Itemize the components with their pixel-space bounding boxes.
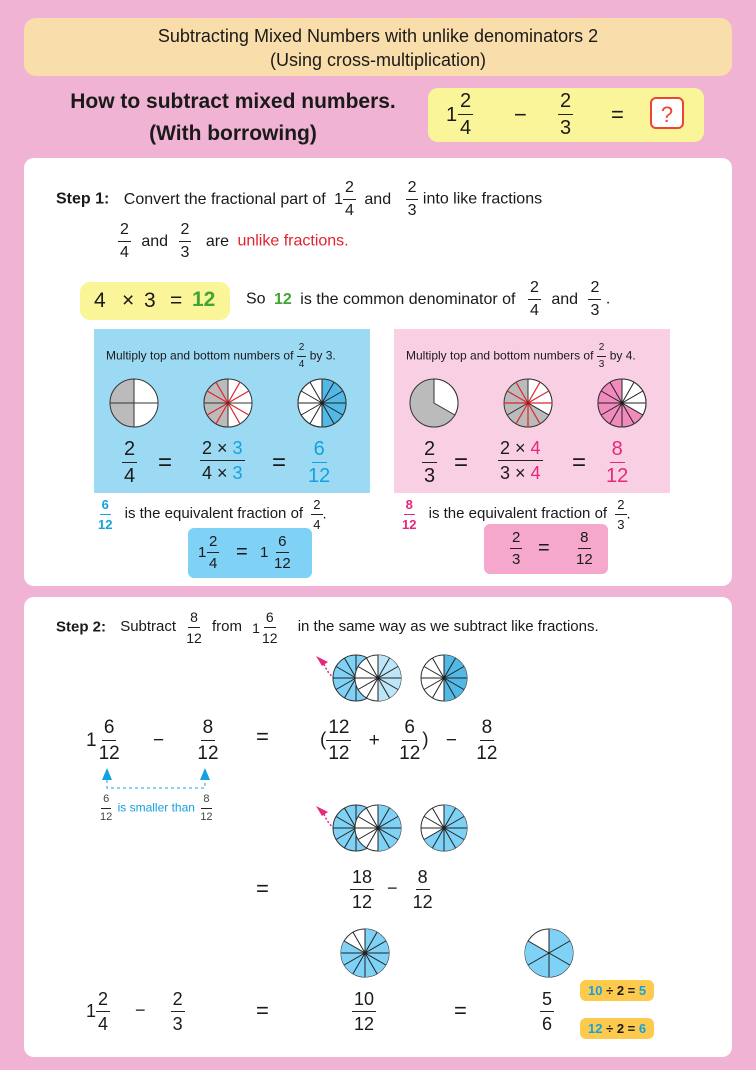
line2-a-num: 2 — [118, 222, 131, 242]
equiv-pink-den: 12 — [402, 517, 417, 532]
blue-fraction-circles — [108, 377, 358, 431]
result-blue-w2: 1 — [260, 544, 269, 561]
step2-frac — [184, 610, 204, 645]
result-pink-d2: 12 — [576, 551, 593, 568]
row3-minus: − — [135, 1000, 146, 1021]
smaller-n1: 6 — [101, 794, 111, 809]
step1-frac-num: 2 — [406, 180, 419, 200]
pink-eq-den: 3 — [424, 465, 436, 487]
title-line2: (Using cross-multiplication) — [269, 50, 487, 70]
problem-minus: − — [514, 102, 527, 127]
blue-note-frac — [297, 343, 307, 370]
howto-heading — [48, 86, 418, 150]
row1-a — [326, 718, 351, 763]
so-frac-b — [588, 280, 601, 319]
problem-den1: 4 — [460, 117, 472, 139]
equiv-pink-of-den: 3 — [617, 517, 625, 532]
so-a-den: 4 — [529, 302, 539, 319]
line2-frac-a — [118, 222, 131, 261]
blue-eq-num: 2 — [122, 439, 137, 463]
result-pink-frac2 — [574, 530, 595, 567]
circle-twelfths-eight-icon — [421, 805, 467, 851]
problem-den2: 3 — [560, 117, 572, 139]
eq-row2 — [350, 868, 435, 911]
row1-d2: 12 — [197, 743, 219, 764]
circle-thirds-icon — [410, 379, 458, 427]
row1-lparen: ( — [320, 729, 327, 751]
row3-d1: 4 — [98, 1014, 109, 1034]
equiv-pink-frac — [400, 498, 418, 531]
result-pink-n2: 8 — [578, 530, 590, 549]
line2-are: are — [205, 232, 229, 250]
tag-bot-op: ÷ 2 = — [606, 1021, 636, 1036]
arrow-icon — [316, 656, 328, 666]
step1-mixed-den: 4 — [345, 202, 354, 219]
equiv-blue-num: 6 — [100, 498, 111, 515]
blue-mul-frac — [200, 439, 245, 482]
row3-r-d: 12 — [354, 1014, 375, 1034]
result-pink-eq: = — [538, 537, 550, 559]
result-blue-eq: = — [236, 541, 248, 563]
comparison-arrows — [96, 764, 216, 794]
circle-twelfths-six-icon — [421, 655, 467, 701]
common-denominator-line — [246, 280, 610, 319]
equiv-blue-dot: . — [322, 505, 327, 523]
blue-res-frac — [306, 439, 332, 486]
borrow-circles-row1 — [312, 650, 482, 710]
pink-note-b: by 4. — [609, 348, 636, 363]
lcd-result: 12 — [192, 288, 216, 311]
circle-twelfths-half-icon — [355, 655, 401, 701]
step2-text: in the same way as we subtract like fractions. — [297, 618, 599, 636]
circle-twelfths-half-2-icon — [355, 805, 401, 851]
pink-mul-frac — [498, 439, 543, 482]
pink-note-den: 3 — [598, 359, 605, 370]
circle-twelfths-blue-icon — [298, 379, 346, 427]
smaller-d1: 12 — [100, 811, 113, 823]
row1-n2: 8 — [201, 718, 216, 741]
step2-mixed-frac — [260, 610, 280, 645]
result-blue-n2: 6 — [276, 534, 288, 553]
row3-n2: 2 — [171, 990, 185, 1012]
row2-minus: − — [387, 878, 398, 899]
pink-mul-den-b: 4 — [530, 463, 541, 483]
problem-fraction-2 — [558, 91, 573, 138]
equiv-blue-frac — [96, 498, 114, 531]
row1-frac1 — [97, 718, 122, 763]
so-frac-a — [528, 280, 541, 319]
unlike-fractions-label: unlike fractions. — [237, 232, 349, 250]
so-dot: . — [605, 290, 611, 308]
up-arrow-icon-2 — [200, 768, 210, 780]
result-circle-ten-twelfths — [340, 928, 392, 978]
step1-line1 — [56, 180, 542, 219]
row1-b-d: 12 — [399, 743, 421, 764]
result-blue-frac2 — [272, 534, 293, 571]
smaller-d2: 12 — [200, 811, 213, 823]
pink-multiply-panel — [394, 329, 670, 493]
simplify-tag-bottom — [580, 1018, 654, 1039]
blue-note-b: by 3. — [309, 348, 336, 363]
row3-d2: 3 — [172, 1014, 183, 1034]
row3-r-n: 10 — [352, 990, 376, 1012]
pink-res-num: 8 — [610, 439, 625, 463]
result-blue-box — [188, 528, 312, 578]
row1-a-n: 12 — [326, 718, 351, 741]
row3-f-n: 5 — [540, 990, 554, 1012]
step2-label: Step 2: — [56, 618, 107, 636]
step1-mixed-frac — [343, 180, 356, 219]
equiv-pink-text: is the equivalent fraction of — [428, 505, 608, 523]
result-pink-box — [484, 524, 608, 574]
pink-eq-frac — [422, 439, 437, 486]
step1-text-b: into like fractions — [422, 190, 543, 208]
blue-mul-num-a: 2 × — [202, 438, 228, 458]
row1-frac2 — [195, 718, 220, 763]
blue-eq-frac — [122, 439, 137, 486]
howto-line2: (With borrowing) — [149, 122, 317, 145]
result-pink-d1: 3 — [512, 551, 521, 568]
row1-rparen: ) — [422, 729, 429, 751]
equiv-blue-of — [311, 498, 322, 531]
result-pink-n1: 2 — [510, 530, 522, 549]
problem-fraction-1 — [458, 91, 473, 138]
tag-bot-b: 6 — [638, 1021, 647, 1036]
row1-minus2: − — [445, 729, 457, 751]
row3-result — [352, 990, 376, 1033]
step2-den: 12 — [186, 630, 202, 646]
borrow-circles-row2 — [312, 800, 482, 860]
pink-res-den: 12 — [606, 465, 629, 487]
equiv-blue-of-num: 2 — [311, 498, 322, 515]
row3-final — [540, 990, 554, 1033]
result-blue-n1: 2 — [207, 534, 219, 553]
step2-line — [56, 610, 599, 645]
result-blue-frac1 — [207, 534, 219, 571]
eq-row3-left — [86, 990, 185, 1033]
blue-note-num: 2 — [297, 343, 307, 357]
circle-ten-twelfths-icon — [341, 929, 389, 977]
row3-mixed — [86, 990, 110, 1033]
blue-multiply-panel — [94, 329, 370, 493]
pink-note-num: 2 — [597, 343, 607, 357]
lcd-a: 4 — [94, 289, 106, 312]
equiv-pink-of-num: 2 — [615, 498, 626, 515]
so-b-num: 2 — [588, 280, 601, 300]
blue-eq-den: 4 — [124, 465, 136, 487]
row1-plus: + — [368, 729, 380, 751]
equiv-pink-of — [615, 498, 626, 531]
so-a-num: 2 — [528, 280, 541, 300]
equiv-blue-den: 12 — [98, 517, 113, 532]
up-arrow-icon — [102, 768, 112, 780]
title-banner — [24, 18, 732, 76]
row1-c — [474, 718, 499, 763]
blue-note-den: 4 — [298, 359, 305, 370]
step1-frac — [406, 180, 419, 219]
so-and: and — [551, 290, 579, 308]
step1-mixed-num: 2 — [343, 180, 356, 200]
line2-a-den: 4 — [120, 244, 129, 261]
pink-res-frac — [604, 439, 630, 486]
unknown-answer-box: ? — [650, 97, 684, 129]
row1-b-n: 6 — [402, 718, 417, 741]
step1-text-a: Convert the fractional part of — [123, 190, 326, 208]
line2-frac-b — [179, 222, 192, 261]
circle-twelfths-pink-icon — [598, 379, 646, 427]
row1-c-n: 8 — [480, 718, 495, 741]
problem-box — [428, 88, 704, 142]
row1-c-d: 12 — [476, 743, 498, 764]
circle-twelfths-red-icon — [204, 379, 252, 427]
line2-b-den: 3 — [180, 244, 190, 261]
line2-and: and — [141, 232, 169, 250]
circle-five-sixths-icon — [525, 929, 573, 977]
row2-b-n: 8 — [416, 868, 430, 890]
equiv-pink-dot: . — [626, 505, 631, 523]
row1-n1: 6 — [102, 718, 117, 741]
row1-minus: − — [153, 729, 165, 751]
blue-res-num: 6 — [312, 439, 327, 463]
simplify-tag-top — [580, 980, 654, 1001]
equiv-blue-of-den: 4 — [313, 517, 321, 532]
pink-fraction-circles — [408, 377, 658, 431]
smaller-frac1 — [98, 794, 114, 823]
step1-label: Step 1: — [56, 190, 110, 208]
problem-num2: 2 — [558, 91, 573, 115]
tag-bot-a: 12 — [588, 1021, 603, 1036]
eq-row1-left — [86, 718, 221, 763]
step1-mixed-whole: 1 — [334, 190, 344, 208]
row2-b — [411, 868, 435, 911]
circle-twelfths-red-thirds-icon — [504, 379, 552, 427]
so-text: is the common denominator of — [300, 290, 516, 308]
blue-eq2: = — [272, 449, 287, 476]
pink-mul-num-b: 4 — [530, 438, 541, 458]
row2-equals: = — [256, 876, 269, 901]
tag-top-a: 10 — [588, 983, 603, 998]
blue-mul-num-b: 3 — [232, 438, 243, 458]
pink-mul-num-a: 2 × — [500, 438, 526, 458]
step2-mw: 1 — [252, 619, 260, 636]
smaller-frac2 — [198, 794, 214, 823]
equiv-pink-num: 8 — [404, 498, 415, 515]
row1-b — [397, 718, 422, 763]
step1-line2 — [118, 222, 349, 261]
result-blue-w1: 1 — [198, 544, 207, 561]
pink-eq1: = — [454, 449, 469, 476]
tag-top-op: ÷ 2 = — [606, 983, 636, 998]
problem-equals: = — [611, 102, 624, 127]
row1-a-d: 12 — [328, 743, 350, 764]
pink-eq2: = — [572, 449, 587, 476]
result-pink-frac1 — [510, 530, 522, 567]
lcd-b: 3 — [144, 289, 156, 312]
row3-w: 1 — [86, 1001, 97, 1021]
step1-mixed — [334, 180, 356, 219]
row1-equals: = — [256, 724, 269, 749]
eq-row1-right — [320, 718, 499, 763]
smaller-text: is smaller than — [117, 800, 195, 815]
lcd-eq: = — [170, 289, 183, 312]
tag-top-b: 5 — [638, 983, 647, 998]
title-line1: Subtracting Mixed Numbers with unlike denominators 2 — [157, 26, 599, 46]
blue-res-den: 12 — [308, 465, 331, 487]
so-label: So — [246, 290, 266, 308]
row1-d1: 12 — [98, 743, 120, 764]
problem-whole: 1 — [446, 104, 458, 126]
so-number: 12 — [274, 290, 292, 308]
blue-mul-den-b: 3 — [232, 463, 243, 483]
blue-note-a: Multiply top and bottom numbers of — [106, 348, 294, 363]
blue-equivalent-line — [96, 498, 327, 531]
row3-f-d: 6 — [542, 1014, 553, 1034]
row3-frac1 — [96, 990, 110, 1033]
circle-quarters-icon — [110, 379, 158, 427]
row2-b-d: 12 — [412, 892, 433, 912]
row3-frac2 — [171, 990, 185, 1033]
step1-and: and — [364, 190, 392, 208]
row1-mixed — [86, 718, 122, 763]
problem-num1: 2 — [458, 91, 473, 115]
lcd-times: × — [122, 289, 135, 312]
pink-note-a: Multiply top and bottom numbers of — [406, 348, 594, 363]
row2-a-n: 18 — [350, 868, 374, 890]
step2-mn: 6 — [264, 610, 276, 628]
row3-equals: = — [256, 998, 269, 1023]
blue-eq1: = — [158, 449, 173, 476]
pink-mul-den-a: 3 × — [500, 463, 526, 483]
step2-subtract: Subtract — [120, 618, 177, 636]
step1-frac-den: 3 — [407, 202, 417, 219]
blue-note — [106, 343, 336, 370]
pink-eq-num: 2 — [422, 439, 437, 463]
lcd-box — [80, 282, 230, 320]
pink-note — [406, 343, 636, 370]
row1-w: 1 — [86, 729, 97, 751]
row2-a — [350, 868, 374, 911]
step2-num: 8 — [188, 610, 200, 628]
howto-line1: How to subtract mixed numbers. — [70, 90, 396, 113]
result-blue-d2: 12 — [274, 555, 291, 572]
row3-equals2: = — [454, 998, 467, 1023]
smaller-n2: 8 — [201, 794, 211, 809]
result-circle-five-sixths — [524, 928, 576, 978]
row2-a-d: 12 — [352, 892, 373, 912]
row3-n1: 2 — [96, 990, 110, 1012]
step2-md: 12 — [261, 630, 278, 646]
arrow-icon-2 — [316, 806, 328, 816]
pink-note-frac — [597, 343, 607, 370]
so-b-den: 3 — [590, 302, 600, 319]
equiv-blue-text: is the equivalent fraction of — [124, 505, 304, 523]
blue-mul-den-a: 4 × — [202, 463, 228, 483]
step2-from: from — [211, 618, 242, 636]
smaller-than-note — [98, 794, 215, 823]
step2-mixed — [252, 610, 279, 645]
line2-b-num: 2 — [179, 222, 192, 242]
result-blue-d1: 4 — [209, 555, 218, 572]
